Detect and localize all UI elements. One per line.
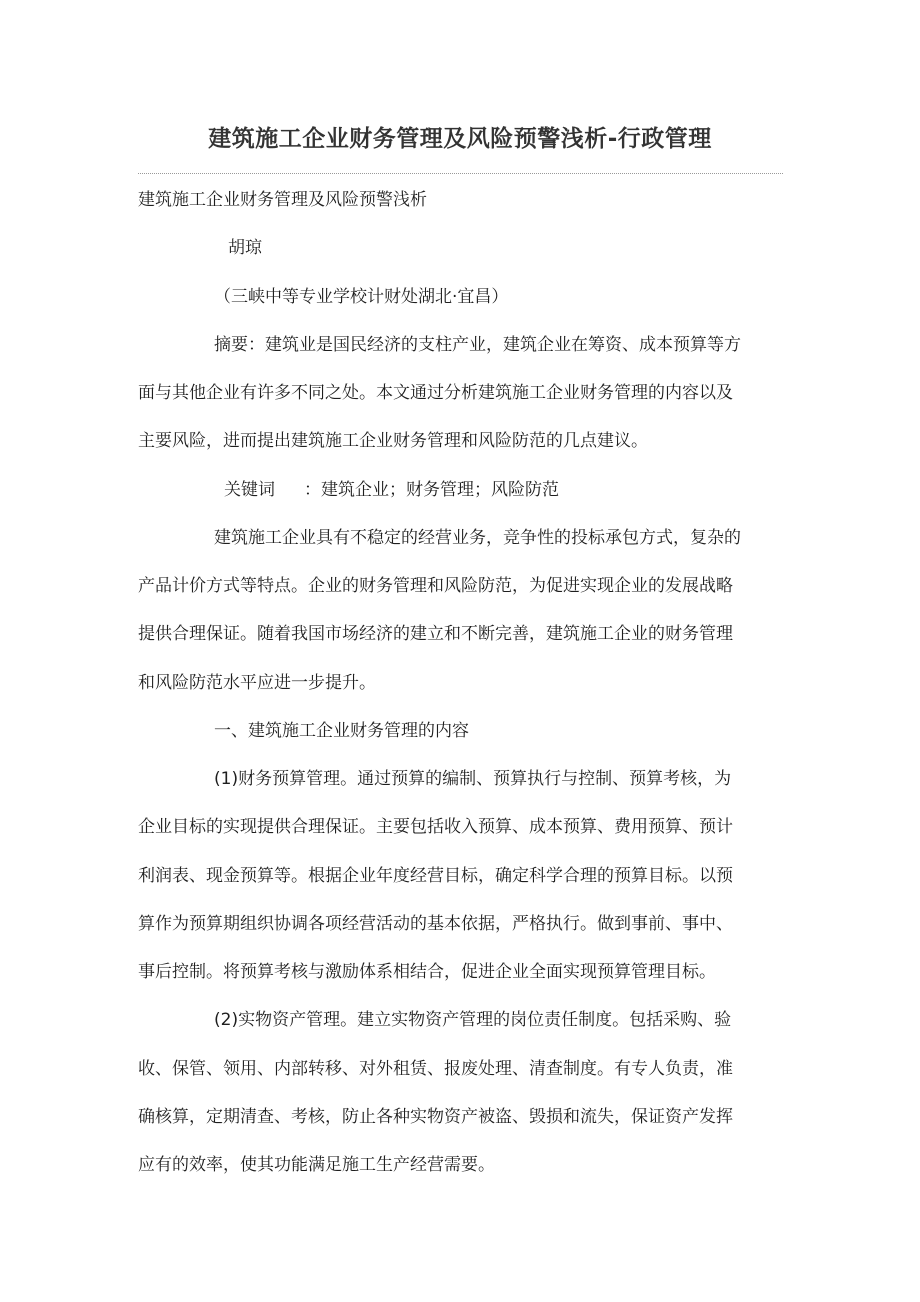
item1-line: 算作为预算期组织协调各项经营活动的基本依据，严格执行。做到事前、事中、 bbox=[138, 914, 733, 934]
item2-line: (2)实物资产管理。建立实物资产管理的岗位责任制度。包括采购、验 bbox=[214, 1010, 732, 1030]
article-subtitle: 建筑施工企业财务管理及风险预警浅析 bbox=[138, 190, 427, 210]
author-name: 胡琼 bbox=[228, 238, 262, 258]
intro-line: 和风险防范水平应进一步提升。 bbox=[138, 673, 376, 693]
keywords-label: 关键词 bbox=[224, 480, 275, 500]
item2-line: 应有的效率，使其功能满足施工生产经营需要。 bbox=[138, 1155, 495, 1175]
item2-line: 收、保管、领用、内部转移、对外租赁、报废处理、清查制度。有专人负责，准 bbox=[138, 1059, 733, 1079]
abstract-line: 面与其他企业有许多不同之处。本文通过分析建筑施工企业财务管理的内容以及 bbox=[138, 383, 733, 403]
intro-line: 提供合理保证。随着我国市场经济的建立和不断完善，建筑施工企业的财务管理 bbox=[138, 624, 733, 644]
item1-line: 企业目标的实现提供合理保证。主要包括收入预算、成本预算、费用预算、预计 bbox=[138, 817, 733, 837]
section-heading: 一、建筑施工企业财务管理的内容 bbox=[214, 721, 469, 741]
item1-line: 利润表、现金预算等。根据企业年度经营目标，确定科学合理的预算目标。以预 bbox=[138, 866, 733, 886]
abstract-line: 摘要：建筑业是国民经济的支柱产业，建筑企业在筹资、成本预算等方 bbox=[214, 335, 741, 355]
keywords-text: ：建筑企业；财务管理；风险防范 bbox=[304, 480, 559, 500]
item2-line: 确核算，定期清查、考核，防止各种实物资产被盗、毁损和流失，保证资产发挥 bbox=[138, 1107, 733, 1127]
intro-line: 产品计价方式等特点。企业的财务管理和风险防范，为促进实现企业的发展战略 bbox=[138, 576, 733, 596]
intro-line: 建筑施工企业具有不稳定的经营业务，竞争性的投标承包方式，复杂的 bbox=[214, 528, 741, 548]
document-title: 建筑施工企业财务管理及风险预警浅析-行政管理 bbox=[208, 126, 712, 152]
author-affiliation: （三峡中等专业学校计财处湖北·宜昌） bbox=[214, 287, 509, 307]
abstract-line: 主要风险，进而提出建筑施工企业财务管理和风险防范的几点建议。 bbox=[138, 431, 648, 451]
item1-line: (1)财务预算管理。通过预算的编制、预算执行与控制、预算考核，为 bbox=[214, 769, 732, 789]
title-divider bbox=[138, 173, 783, 174]
item1-line: 事后控制。将预算考核与激励体系相结合，促进企业全面实现预算管理目标。 bbox=[138, 962, 716, 982]
